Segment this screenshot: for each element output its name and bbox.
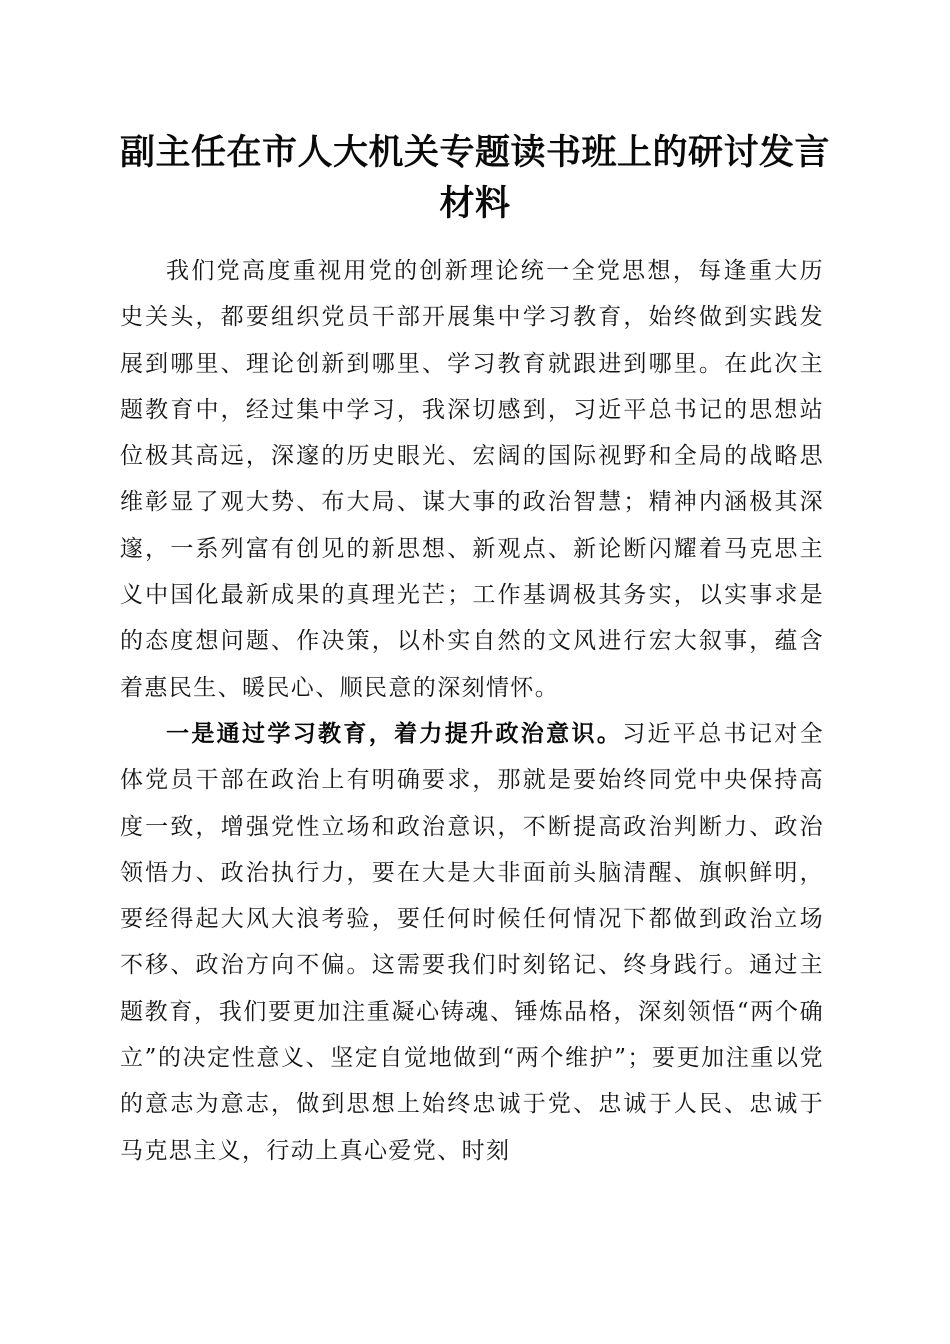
document-title: 副主任在市人大机关专题读书班上的研讨发言材料 [119, 133, 830, 224]
paragraph-point-one-lead: 一是通过学习教育，着力提升政治意识。 [166, 719, 623, 747]
document-body [120, 248, 824, 1174]
paragraph-intro [120, 248, 824, 711]
paragraph-point-one [120, 711, 824, 1174]
paragraph-point-one-text: 习近平总书记对全体党员干部在政治上有明确要求，那就是要始终同党中央保持高度一致，增强党性立场和政治意识，不断提高政治判断力、政治领悟力、政治执行力，要在大是大非面前头脑清醒、旗帜鲜明，要经得起大风大浪考验，要任何时候任何情况下都做到政治立场不移、政治方向不偏。这需要我们时刻铭记、终身践行。通过主题教育，我们要更加注重凝心铸魂、锤炼品格，深刻领悟“两个确立”的决定性意义、坚定自觉地做到“两个维护”；要更加注重以党的意志为意志，做到思想上始终忠诚于党、忠诚于人民、忠诚于马克思主义，行动上真心爱党、时刻 [120, 720, 824, 1164]
paragraph-intro-text: 我们党高度重视用党的创新理论统一全党思想，每逢重大历史关头，都要组织党员干部开展集中学习教育，始终做到实践发展到哪里、理论创新到哪里、学习教育就跟进到哪里。在此次主题教育中，经过集中学习，我深切感到，习近平总书记的思想站位极其高远，深邃的历史眼光、宏阔的国际视野和全局的战略思维彰显了观大势、布大局、谋大事的政治智慧；精神内涵极其深邃，一系列富有创见的新思想、新观点、新论断闪耀着马克思主义中国化最新成果的真理光芒；工作基调极其务实，以实事求是的态度想问题、作决策，以朴实自然的文风进行宏大叙事，蕴含着惠民生、暖民心、顺民意的深刻情怀。 [120, 258, 824, 701]
